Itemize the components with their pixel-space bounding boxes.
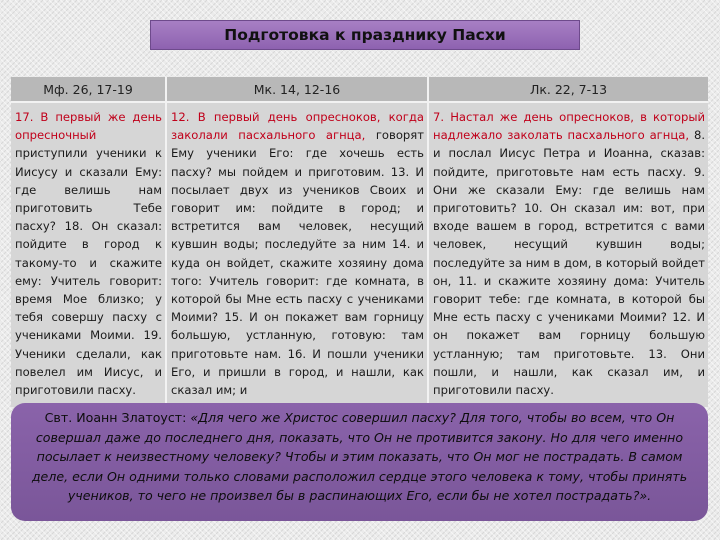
- verse-text: 11. и скажите хозяину дома: Учитель говорит тебе: где комната, в которой бы Мне есть пасху с учениками Моими?: [433, 273, 705, 325]
- verse-text: 10. Он сказал им: вот, при входе вашем в город, встретится с вами человек, несущий кувшин воды; последуйте за ним в дом, в который войдет он,: [433, 201, 705, 288]
- verse-text: 12. И он покажет вам горницу большую устланную; там приготовьте.: [433, 310, 706, 361]
- verse-text: 16. И пошли ученики Его, и пришли в город, и нашли, как сказал им; и: [171, 346, 425, 398]
- verse-text: 18. Он сказал: пойдите в город к такому-то и скажите ему: Учитель говорит: время Мое близко; у тебя совершу пасху с учениками Моими.: [15, 219, 162, 343]
- verse-number: 17.: [15, 110, 34, 124]
- verse-number: 12.: [171, 110, 190, 124]
- slide-title: Подготовка к празднику Пасхи: [150, 20, 580, 50]
- highlighted-verse-text: В первый же день опресночный: [15, 110, 162, 143]
- verse-text: 14. и куда он войдет, скажите хозяину дома того: Учитель говорит: где комната, в которой бы Мне есть пасху с учениками Моими?: [171, 237, 425, 325]
- verse-text: говорят Ему ученики Его: где хочешь есть пасху? мы пойдем и приготовим.: [171, 128, 425, 179]
- highlighted-verse-text: Настал же день опресноков, в который надлежало заколать пасхального агнца,: [433, 110, 706, 143]
- matthew-text: [11, 103, 165, 407]
- mark-text: [165, 103, 427, 407]
- quote-text: «Для чего же Христос совершил пасху? Для того, чтобы во всем, что Он совершал даже до последнего дня, показать, что Он не противится закону. Но для чего именно посылает к неизвестному человеку? Чтобы и этим показать, что Он мог не пострадать. В самом деле, если Он одними только словами расположил сердце этого человека к тому, чтобы принять учеников, то чего не произвел бы в распинающих Его, если бы не хотел пострадать?».: [31, 410, 688, 504]
- verse-text: 9. Они же сказали Ему: где велишь нам приготовить?: [433, 164, 706, 216]
- highlighted-verse-text: В первый день опресноков, когда заколали пасхального агнца,: [171, 110, 424, 143]
- verse-text: 8. и послал Иисус Петра и Иоанна, сказав: пойдите, приготовьте нам есть пасху.: [433, 128, 706, 179]
- header-mark: Мк. 14, 12-16: [165, 77, 427, 103]
- table-body-row: [11, 103, 708, 407]
- verse-text: 19. Ученики сделали, как повелел им Иисус, и приготовили пасху.: [15, 328, 162, 398]
- luke-text: [427, 103, 708, 407]
- verse-text: 13. И посылает двух из учеников Своих и говорит им: пойдите в город; и встретится вам человек, несущий кувшин воды; последуйте за ним: [171, 164, 424, 252]
- verse-text: 13. Они пошли, и нашли, как сказал им, и приготовили пасху.: [433, 346, 705, 398]
- verse-number: 7.: [433, 110, 445, 124]
- table-header-row: [11, 77, 708, 103]
- verse-text: приступили ученики к Иисусу и сказали Ему: где велишь нам приготовить Тебе пасху?: [15, 146, 162, 234]
- header-matthew: Мф. 26, 17-19: [11, 77, 165, 103]
- gospel-comparison-table: [11, 77, 708, 407]
- quote-author: Свт. Иоанн Златоуст:: [44, 410, 187, 425]
- verse-text: 15. И он покажет вам горницу большую, устланную, готовую: там приготовьте нам.: [171, 310, 425, 361]
- header-luke: Лк. 22, 7-13: [427, 77, 708, 103]
- chrysostom-quote: [11, 403, 708, 521]
